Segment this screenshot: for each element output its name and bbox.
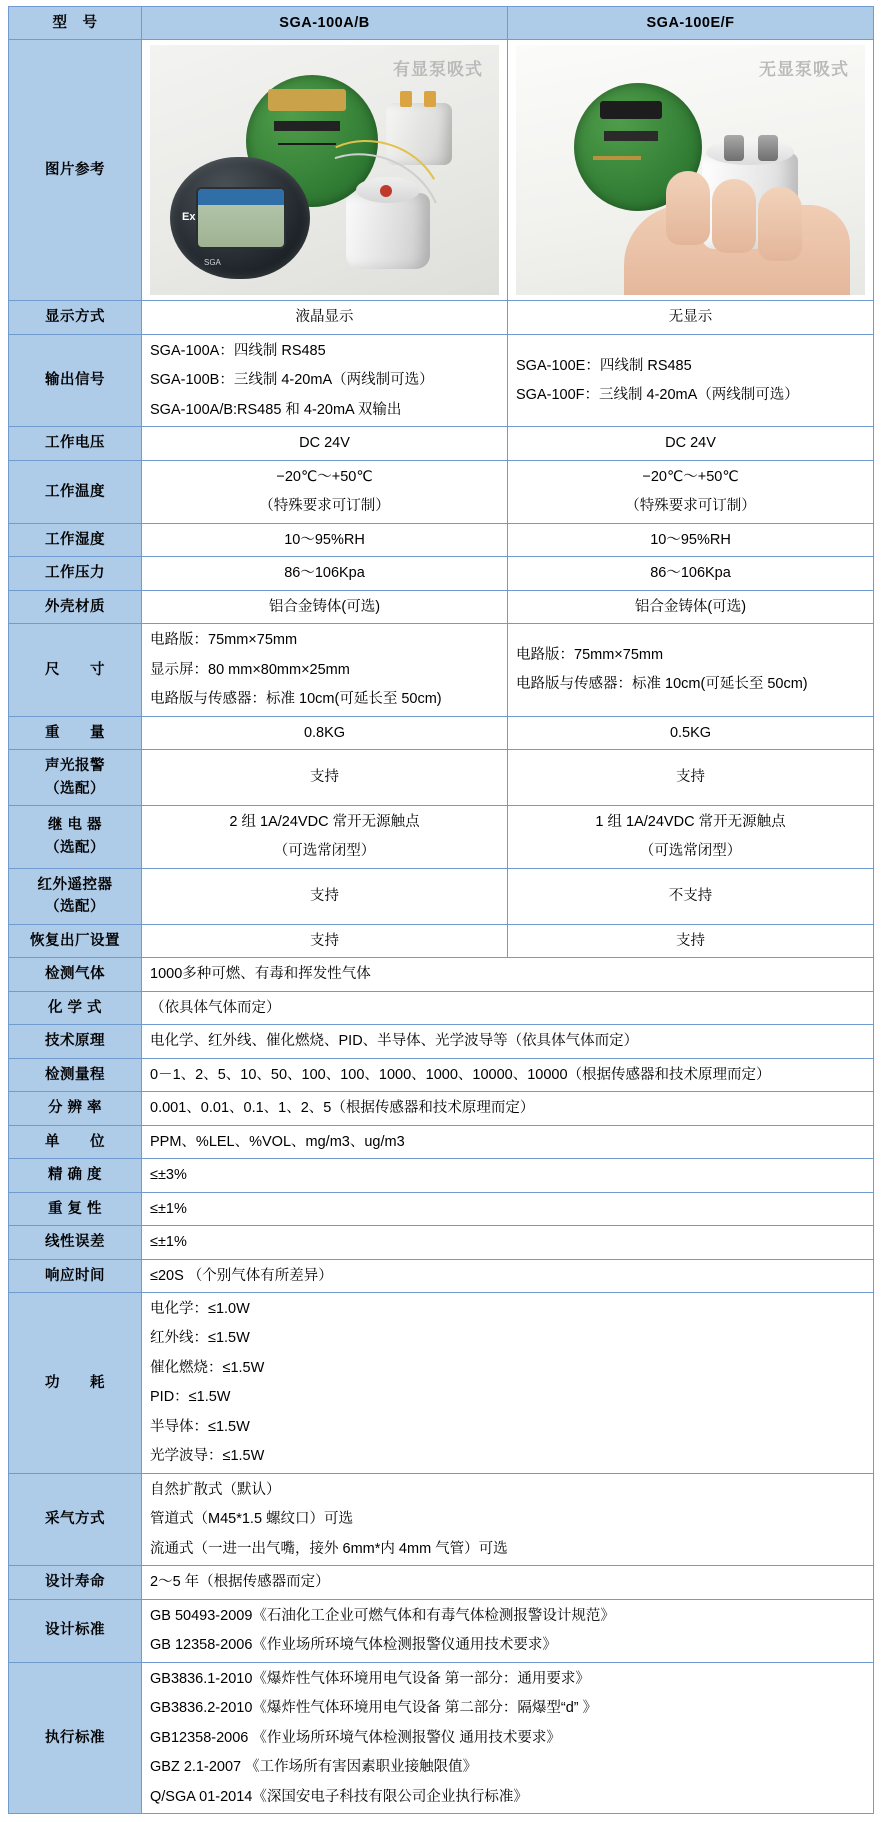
cell-line: ≤±3% xyxy=(150,1167,187,1184)
table-row xyxy=(9,557,874,590)
row-label xyxy=(9,334,142,426)
row-label-sub: （选配） xyxy=(45,839,105,856)
product-photo-a xyxy=(150,45,499,295)
cell-line: 无显示 xyxy=(668,309,713,326)
row-label xyxy=(9,1599,142,1662)
specification-table xyxy=(8,6,874,1814)
cell-line: （特殊要求可订制） xyxy=(259,498,390,515)
row-label-text: 工作压力 xyxy=(45,565,105,582)
row-value-span xyxy=(142,1599,874,1662)
cell-line: DC 24V xyxy=(665,435,716,452)
row-label xyxy=(9,805,142,868)
row-label-text: 检测量程 xyxy=(45,1066,105,1083)
cell-line: SGA-100F：三线制 4-20mA（两线制可选） xyxy=(516,387,799,404)
row-value-span xyxy=(142,1293,874,1474)
cell-line: （可选常闭型） xyxy=(639,843,742,860)
row-value-a xyxy=(142,460,508,523)
cell-line: 2 组 1A/24VDC 常开无源触点 xyxy=(229,813,420,830)
cell-line: 支持 xyxy=(310,888,339,905)
cell-line: PPM、%LEL、%VOL、mg/m3、ug/m3 xyxy=(150,1133,405,1150)
row-label-photo: 图片参考 xyxy=(9,40,142,301)
row-label-text: 尺 寸 xyxy=(45,661,105,678)
row-value-b xyxy=(508,805,874,868)
cell-line: Q/SGA 01-2014《深国安电子科技有限公司企业执行标准》 xyxy=(150,1788,528,1805)
cell-line: −20℃～+50℃ xyxy=(642,468,739,485)
watermark-a: 有显泵吸式 xyxy=(393,60,483,80)
table-row-photo xyxy=(9,40,874,301)
cell-line: 电路版与传感器：标准 10cm(可延长至 50cm) xyxy=(150,691,442,708)
row-label xyxy=(9,1025,142,1058)
row-label-text: 声光报警 xyxy=(45,758,105,775)
row-label-text: 采气方式 xyxy=(45,1511,105,1528)
row-value-span xyxy=(142,991,874,1024)
row-label xyxy=(9,750,142,806)
row-value-a xyxy=(142,301,508,334)
cell-line: 0.5KG xyxy=(669,724,712,741)
row-label-text: 工作电压 xyxy=(45,435,105,452)
table-row xyxy=(9,624,874,716)
cell-line: GB3836.2-2010《爆炸性气体环境用电气设备 第二部分：隔爆型“d” 》 xyxy=(150,1700,598,1717)
row-value-b xyxy=(508,716,874,749)
row-label-text: 重 复 性 xyxy=(47,1200,103,1217)
cell-line: （依具体气体而定） xyxy=(150,999,281,1016)
row-label xyxy=(9,991,142,1024)
cell-line: −20℃～+50℃ xyxy=(276,468,373,485)
table-row xyxy=(9,1125,874,1158)
row-label-text: 恢复出厂设置 xyxy=(30,932,120,949)
table-row xyxy=(9,1192,874,1225)
row-value-b xyxy=(508,334,874,426)
row-label-sub: （选配） xyxy=(45,780,105,797)
row-label xyxy=(9,427,142,460)
row-label xyxy=(9,1293,142,1474)
row-value-span xyxy=(142,1058,874,1091)
table-row xyxy=(9,1226,874,1259)
cell-line: 不支持 xyxy=(668,888,713,905)
row-label xyxy=(9,624,142,716)
table-row xyxy=(9,1159,874,1192)
row-value-span xyxy=(142,1125,874,1158)
row-label xyxy=(9,1092,142,1125)
row-value-b xyxy=(508,523,874,556)
table-row xyxy=(9,334,874,426)
row-label xyxy=(9,1159,142,1192)
row-value-a xyxy=(142,924,508,957)
header-col-b: SGA-100E/F xyxy=(508,7,874,40)
cell-line: 电路版：75mm×75mm xyxy=(516,646,664,663)
row-label xyxy=(9,301,142,334)
row-value-span xyxy=(142,1092,874,1125)
row-label-sub: （选配） xyxy=(45,899,105,916)
cell-line: GB12358-2006 《作业场所环境气体检测报警仪 通用技术要求》 xyxy=(150,1729,561,1746)
row-label-text: 化 学 式 xyxy=(47,999,103,1016)
cell-line: GB 12358-2006《作业场所环境气体检测报警仪通用技术要求》 xyxy=(150,1637,557,1654)
row-label-text: 继 电 器 xyxy=(47,817,103,834)
cell-line: 电路版与传感器：标准 10cm(可延长至 50cm) xyxy=(516,676,808,693)
cell-line: 电路版：75mm×75mm xyxy=(150,632,298,649)
row-label-text: 线性误差 xyxy=(45,1234,105,1251)
cell-line: 支持 xyxy=(310,932,339,949)
table-row xyxy=(9,1293,874,1474)
row-value-a xyxy=(142,805,508,868)
cell-line: ≤±1% xyxy=(150,1200,187,1217)
row-label xyxy=(9,523,142,556)
table-row xyxy=(9,1662,874,1813)
table-row xyxy=(9,716,874,749)
row-label xyxy=(9,590,142,623)
table-row xyxy=(9,1058,874,1091)
row-value-span xyxy=(142,1226,874,1259)
table-row xyxy=(9,924,874,957)
header-col-a: SGA-100A/B xyxy=(142,7,508,40)
table-row-header xyxy=(9,7,874,40)
row-label xyxy=(9,1566,142,1599)
white-sensor-icon xyxy=(346,193,430,269)
cell-line: 86～106Kpa xyxy=(284,565,365,582)
row-value-a xyxy=(142,750,508,806)
row-value-span xyxy=(142,958,874,991)
cell-line: 铝合金铸体(可选) xyxy=(268,598,381,615)
row-value-a xyxy=(142,427,508,460)
row-label xyxy=(9,716,142,749)
table-row xyxy=(9,523,874,556)
row-label xyxy=(9,1259,142,1292)
row-label-text: 外壳材质 xyxy=(45,598,105,615)
table-row xyxy=(9,750,874,806)
cell-line: SGA-100E：四线制 RS485 xyxy=(516,357,692,374)
table-row xyxy=(9,427,874,460)
cell-line: DC 24V xyxy=(299,435,350,452)
row-label xyxy=(9,868,142,924)
cell-line: 自然扩散式（默认） xyxy=(150,1481,281,1498)
table-row xyxy=(9,1566,874,1599)
cell-line: 支持 xyxy=(676,769,705,786)
row-label-text: 重 量 xyxy=(45,724,105,741)
row-value-b xyxy=(508,590,874,623)
table-row xyxy=(9,991,874,1024)
row-label-text: 精 确 度 xyxy=(47,1167,103,1184)
table-row xyxy=(9,1092,874,1125)
table-row xyxy=(9,1025,874,1058)
row-value-span xyxy=(142,1192,874,1225)
cell-line: 86～106Kpa xyxy=(650,565,731,582)
cell-line: 支持 xyxy=(310,769,339,786)
row-value-a xyxy=(142,523,508,556)
cell-line: 10～95%RH xyxy=(650,531,731,548)
table-row xyxy=(9,868,874,924)
cell-line: GBZ 2.1-2007 《工作场所有害因素职业接触限值》 xyxy=(150,1759,478,1776)
product-photo-b xyxy=(516,45,865,295)
row-label xyxy=(9,1058,142,1091)
row-value-a xyxy=(142,716,508,749)
row-label-text: 响应时间 xyxy=(45,1267,105,1284)
row-value-b xyxy=(508,868,874,924)
row-label-text: 红外遥控器 xyxy=(37,876,113,893)
cell-line: 1000多种可燃、有毒和挥发性气体 xyxy=(150,966,371,983)
row-value-span xyxy=(142,1025,874,1058)
row-label-text: 工作温度 xyxy=(45,483,105,500)
row-value-span xyxy=(142,1566,874,1599)
row-label-text: 检测气体 xyxy=(45,966,105,983)
cell-line: GB3836.1-2010《爆炸性气体环境用电气设备 第一部分：通用要求》 xyxy=(150,1670,590,1687)
cell-line: PID：≤1.5W xyxy=(150,1389,231,1406)
cell-line: 液晶显示 xyxy=(295,309,354,326)
cell-line: SGA-100A/B:RS485 和 4-20mA 双输出 xyxy=(150,401,402,418)
row-value-a xyxy=(142,624,508,716)
row-label xyxy=(9,924,142,957)
row-label-text: 输出信号 xyxy=(45,372,105,389)
cell-line: 0.001、0.01、0.1、1、2、5（根据传感器和技术原理而定） xyxy=(150,1100,535,1117)
row-value-span xyxy=(142,1259,874,1292)
cell-line: （特殊要求可订制） xyxy=(625,498,756,515)
row-value-a xyxy=(142,557,508,590)
row-label xyxy=(9,958,142,991)
row-value-a xyxy=(142,334,508,426)
row-value-span xyxy=(142,1473,874,1565)
lcd-display-head-icon: Ex SGA xyxy=(170,157,310,279)
photo-cell-a xyxy=(142,40,508,301)
table-row xyxy=(9,958,874,991)
row-value-b xyxy=(508,750,874,806)
row-label-text: 工作湿度 xyxy=(45,531,105,548)
row-value-b xyxy=(508,557,874,590)
table-row xyxy=(9,301,874,334)
row-label-text: 功 耗 xyxy=(45,1374,105,1391)
cell-line: 2～5 年（根据传感器而定） xyxy=(150,1574,330,1591)
row-label xyxy=(9,1226,142,1259)
table-row xyxy=(9,1259,874,1292)
table-row xyxy=(9,1473,874,1565)
cell-line: 10～95%RH xyxy=(284,531,365,548)
header-label-model: 型 号 xyxy=(9,7,142,40)
cell-line: 铝合金铸体(可选) xyxy=(634,598,747,615)
row-label-text: 执行标准 xyxy=(45,1729,105,1746)
photo-cell-b xyxy=(508,40,874,301)
row-label xyxy=(9,1473,142,1565)
row-value-b xyxy=(508,624,874,716)
cell-line: 光学波导：≤1.5W xyxy=(150,1448,265,1465)
row-value-a xyxy=(142,590,508,623)
row-label-text: 分 辨 率 xyxy=(47,1100,103,1117)
watermark-b: 无显泵吸式 xyxy=(759,60,849,80)
row-value-span xyxy=(142,1662,874,1813)
cell-line: 红外线：≤1.5W xyxy=(150,1330,250,1347)
cell-line: 半导体：≤1.5W xyxy=(150,1418,250,1435)
cell-line: ≤±1% xyxy=(150,1234,187,1251)
cell-line: 管道式（M45*1.5 螺纹口）可选 xyxy=(150,1511,354,1528)
cell-line: 电化学、红外线、催化燃烧、PID、半导体、光学波导等（依具体气体而定） xyxy=(150,1033,639,1050)
cell-line: 催化燃烧：≤1.5W xyxy=(150,1359,265,1376)
row-label xyxy=(9,1662,142,1813)
row-label-text: 显示方式 xyxy=(45,309,105,326)
table-row xyxy=(9,460,874,523)
row-value-span xyxy=(142,1159,874,1192)
cell-line: 流通式（一进一出气嘴，接外 6mm*内 4mm 气管）可选 xyxy=(150,1540,508,1557)
cell-line: GB 50493-2009《石油化工企业可燃气体和有毒气体检测报警设计规范》 xyxy=(150,1607,615,1624)
cell-line: 显示屏：80 mm×80mm×25mm xyxy=(150,661,350,678)
row-label-text: 设计标准 xyxy=(45,1622,105,1639)
table-row xyxy=(9,590,874,623)
cell-line: 0－1、2、5、10、50、100、100、1000、1000、10000、10000（根据传感器和技术原理而定） xyxy=(150,1066,771,1083)
row-value-b xyxy=(508,924,874,957)
cell-line: 电化学：≤1.0W xyxy=(150,1301,250,1317)
cell-line: 1 组 1A/24VDC 常开无源触点 xyxy=(595,813,786,830)
row-label xyxy=(9,1192,142,1225)
row-label xyxy=(9,460,142,523)
row-label-text: 技术原理 xyxy=(45,1033,105,1050)
cell-line: SGA-100A：四线制 RS485 xyxy=(150,342,326,359)
row-label xyxy=(9,557,142,590)
cell-line: （可选常闭型） xyxy=(273,843,376,860)
cell-line: ≤20S （个别气体有所差异） xyxy=(150,1267,333,1284)
cell-line: SGA-100B：三线制 4-20mA（两线制可选） xyxy=(150,372,434,389)
row-value-b xyxy=(508,301,874,334)
row-label-text: 单 位 xyxy=(45,1133,105,1150)
row-label xyxy=(9,1125,142,1158)
cell-line: 0.8KG xyxy=(303,724,346,741)
cell-line: 支持 xyxy=(676,932,705,949)
row-label-text: 设计寿命 xyxy=(45,1574,105,1591)
row-value-a xyxy=(142,868,508,924)
row-value-b xyxy=(508,460,874,523)
row-value-b xyxy=(508,427,874,460)
table-row xyxy=(9,805,874,868)
table-row xyxy=(9,1599,874,1662)
